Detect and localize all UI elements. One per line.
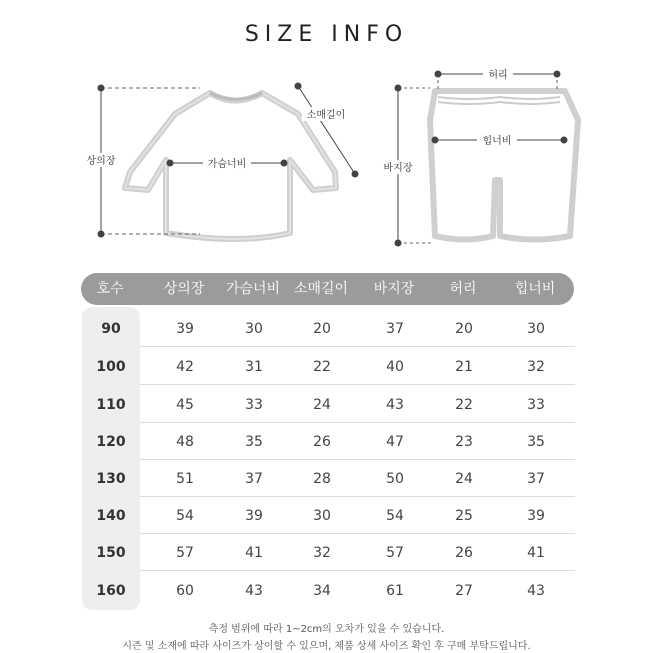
table-row: [82, 573, 575, 609]
table-row: [82, 349, 575, 385]
waist-cell: 22: [455, 397, 473, 413]
top-length-cell: 54: [176, 508, 194, 524]
size-cell: 130: [96, 471, 126, 487]
pants-length-label: 바지장: [383, 163, 413, 174]
pants-illustration: [430, 91, 578, 240]
table-row: [82, 424, 575, 460]
top-length-cell: 60: [176, 583, 194, 599]
top-length-cell: 42: [176, 359, 194, 375]
hip-width-cell: 39: [527, 508, 545, 524]
row-divider: [140, 384, 575, 385]
header-hip-width: 힙너비: [514, 281, 556, 297]
waist-label: 허리: [488, 70, 508, 81]
waist-cell: 25: [455, 508, 473, 524]
sleeve-length-cell: 20: [313, 321, 331, 337]
sleeve-length-cell: 32: [313, 545, 331, 561]
chest-width-cell: 37: [245, 471, 263, 487]
sleeve-length-cell: 22: [313, 359, 331, 375]
size-cell: 160: [96, 583, 126, 599]
waist-cell: 24: [455, 471, 473, 487]
size-cell: 140: [96, 508, 126, 524]
note-size-variation: 시즌 및 소재에 따라 사이즈가 상이할 수 있으며, 제품 상세 사이즈 확인 후 구매 부탁드립니다.: [122, 641, 531, 652]
row-divider: [140, 496, 575, 497]
sleeve-length-cell: 26: [313, 434, 331, 450]
note-measurement-error: 측정 범위에 따라 1~2cm의 오차가 있을 수 있습니다.: [208, 624, 445, 635]
top-length-cell: 51: [176, 471, 194, 487]
hip-width-cell: 37: [527, 471, 545, 487]
waist-cell: 27: [455, 583, 473, 599]
size-cell: 100: [96, 359, 126, 375]
chest-width-cell: 33: [245, 397, 263, 413]
chest-width-cell: 39: [245, 508, 263, 524]
hip-width-cell: 30: [527, 321, 545, 337]
sleeve-length-cell: 30: [313, 508, 331, 524]
hip-width-cell: 35: [527, 434, 545, 450]
size-table-header: [81, 273, 574, 305]
pants-length-cell: 54: [386, 508, 404, 524]
chest-width-cell: 31: [245, 359, 263, 375]
size-cell: 110: [96, 397, 126, 413]
page-title: SIZE INFO: [244, 22, 409, 47]
header-waist: 허리: [449, 281, 477, 297]
sleeve-length-label: 소매길이: [306, 110, 346, 121]
chest-width-label: 가슴너비: [207, 159, 247, 170]
pants-length-cell: 40: [386, 359, 404, 375]
table-row: [82, 498, 575, 534]
top-length-cell: 45: [176, 397, 194, 413]
pants-length-cell: 43: [386, 397, 404, 413]
header-pants-length: 바지장: [373, 281, 415, 297]
sleeve-length-cell: 24: [313, 397, 331, 413]
row-divider: [140, 346, 575, 347]
pants-length-cell: 37: [386, 321, 404, 337]
table-row: [82, 311, 575, 347]
pants-length-cell: 61: [386, 583, 404, 599]
top-length-cell: 57: [176, 545, 194, 561]
size-cell: 90: [101, 321, 121, 337]
sleeve-length-cell: 28: [313, 471, 331, 487]
table-row: [82, 387, 575, 423]
pants-length-cell: 47: [386, 434, 404, 450]
header-top-length: 상의장: [163, 281, 205, 297]
sleeve-length-cell: 34: [313, 583, 331, 599]
row-divider: [140, 459, 575, 460]
top-length-cell: 39: [176, 321, 194, 337]
hip-width-cell: 33: [527, 397, 545, 413]
pants-length-cell: 50: [386, 471, 404, 487]
waist-cell: 20: [455, 321, 473, 337]
hip-width-cell: 43: [527, 583, 545, 599]
hip-width-cell: 32: [527, 359, 545, 375]
size-diagram: [0, 0, 653, 260]
row-divider: [140, 570, 575, 571]
row-divider: [140, 533, 575, 534]
table-row: [82, 461, 575, 497]
row-divider: [140, 422, 575, 423]
header-chest-width: 가슴너비: [225, 281, 281, 297]
chest-width-cell: 43: [245, 583, 263, 599]
waist-cell: 23: [455, 434, 473, 450]
waist-cell: 21: [455, 359, 473, 375]
top-length-label: 상의장: [86, 156, 116, 167]
top-length-cell: 48: [176, 434, 194, 450]
chest-width-cell: 30: [245, 321, 263, 337]
table-row: [82, 535, 575, 571]
pants-length-cell: 57: [386, 545, 404, 561]
size-cell: 150: [96, 545, 126, 561]
size-cell: 120: [96, 434, 126, 450]
waist-cell: 26: [455, 545, 473, 561]
hip-width-cell: 41: [527, 545, 545, 561]
header-sleeve-length: 소매길이: [293, 281, 349, 297]
hip-width-label: 힙너비: [482, 136, 512, 147]
header-size: 호수: [96, 281, 124, 297]
chest-width-cell: 35: [245, 434, 263, 450]
chest-width-cell: 41: [245, 545, 263, 561]
